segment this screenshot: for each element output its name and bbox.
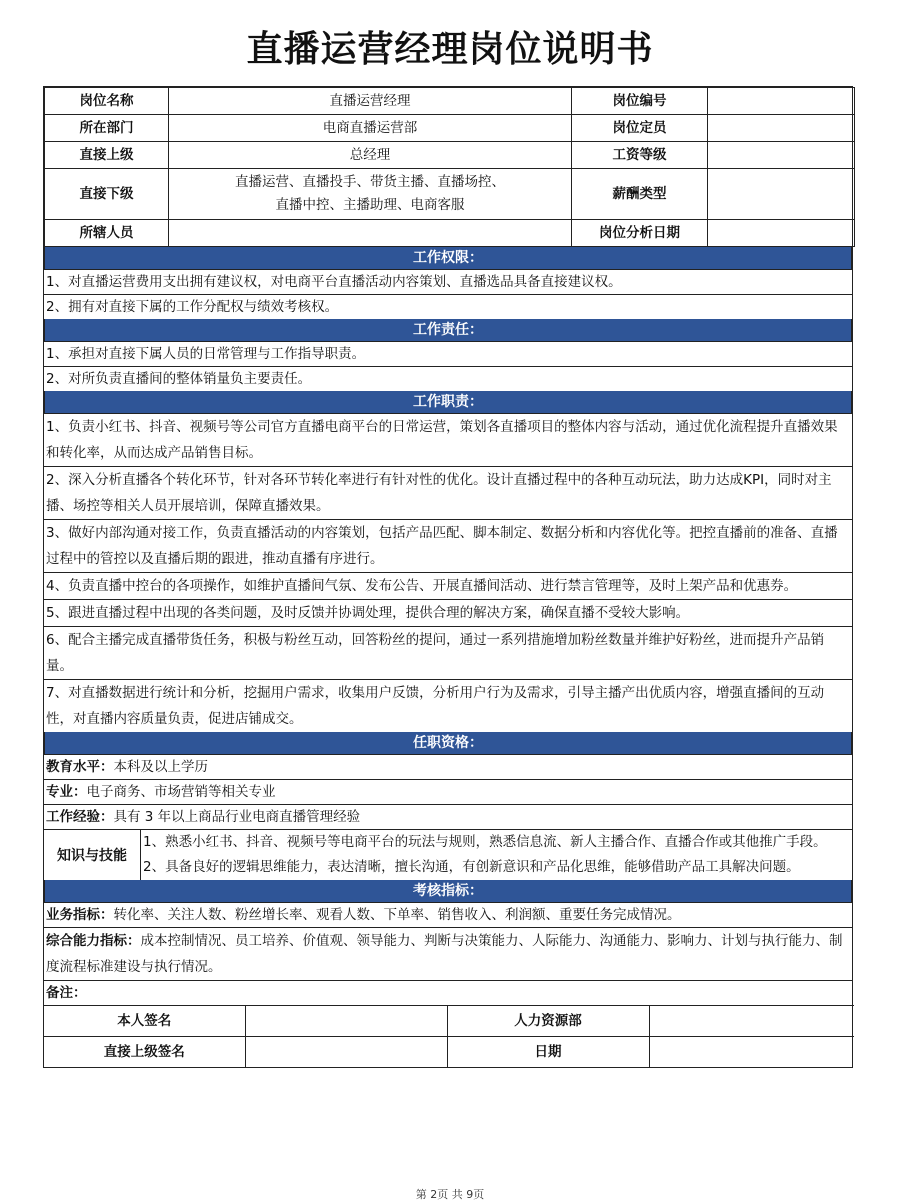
section-heading-duties: 工作职责： <box>44 391 852 413</box>
label-pay-type: 薪酬类型 <box>572 169 708 220</box>
value-headcount[interactable] <box>708 115 855 142</box>
supervisor-signature-label: 直接上级签名 <box>44 1037 245 1068</box>
label-direct-superior: 直接上级 <box>45 142 169 169</box>
skill-item: 2、具备良好的逻辑思维能力，表达清晰，擅长沟通，有创新意识和产品化思维，能够借助产品工具解决问题。 <box>143 859 800 875</box>
info-row-position <box>45 88 855 115</box>
info-row-department <box>45 115 855 142</box>
subordinates-line-1: 直播运营、直播投手、带货主播、直播场控、 <box>235 174 505 190</box>
remarks-row[interactable] <box>44 980 852 1005</box>
basic-info-table <box>44 87 855 247</box>
value-direct-subordinates <box>169 169 572 220</box>
info-row-staff <box>45 220 855 247</box>
signature-table <box>44 1005 854 1067</box>
document-title: 直播运营经理岗位说明书 <box>246 29 654 70</box>
self-signature-label: 本人签名 <box>44 1006 245 1037</box>
signature-row-2 <box>44 1037 854 1068</box>
info-row-subordinates <box>45 169 855 220</box>
date-field[interactable] <box>649 1037 854 1068</box>
skills-content <box>141 830 852 880</box>
section-heading-kpi: 考核指标： <box>44 880 852 902</box>
section-heading-authority: 工作权限： <box>44 247 852 269</box>
page-footer: 第 2页 共 9页 <box>415 1188 485 1201</box>
experience-label: 工作经验： <box>46 809 114 825</box>
kpi-ability-row <box>44 927 852 980</box>
skill-item: 1、熟悉小红书、抖音、视频号等电商平台的玩法与规则，熟悉信息流、新人主播合作、直播合作或其他推广手段。 <box>143 834 827 850</box>
label-direct-subordinates: 直接下级 <box>45 169 169 220</box>
label-department: 所在部门 <box>45 115 169 142</box>
self-signature-field[interactable] <box>245 1006 447 1037</box>
kpi-ability-label: 综合能力指标： <box>46 933 141 949</box>
duty-item: 3、做好内部沟通对接工作，负责直播活动的内容策划，包括产品匹配、脚本制定、数据分析和内容优化等。把控直播前的准备、直播过程中的管控以及直播后期的跟进，推动直播有序进行。 <box>44 519 852 572</box>
duty-item: 6、配合主播完成直播带货任务，积极与粉丝互动，回答粉丝的提问，通过一系列措施增加粉丝数量并维护好粉丝，进而提升产品销量。 <box>44 626 852 679</box>
duty-item: 4、负责直播中控台的各项操作，如维护直播间气氛、发布公告、开展直播间活动、进行禁言管理等，及时上架产品和优惠券。 <box>44 572 852 599</box>
label-analysis-date: 岗位分析日期 <box>572 220 708 247</box>
date-label: 日期 <box>447 1037 649 1068</box>
responsibility-item: 1、承担对直接下属人员的日常管理与工作指导职责。 <box>44 341 852 366</box>
job-description-form <box>43 86 853 1068</box>
kpi-business-row <box>44 902 852 927</box>
kpi-business-label: 业务指标： <box>46 907 114 923</box>
major-value: 电子商务、市场营销等相关专业 <box>86 784 276 800</box>
kpi-ability-value: 成本控制情况、员工培养、价值观、领导能力、判断与决策能力、人际能力、沟通能力、影响力、计划与执行能力、制度流程标准建设与执行情况。 <box>46 933 843 975</box>
responsibility-item: 2、对所负责直播间的整体销量负主要责任。 <box>44 366 852 391</box>
education-row <box>44 754 852 779</box>
value-direct-superior: 总经理 <box>169 142 572 169</box>
authority-item: 2、拥有对直接下属的工作分配权与绩效考核权。 <box>44 294 852 319</box>
signature-row-1 <box>44 1006 854 1037</box>
major-row <box>44 779 852 804</box>
label-position-code: 岗位编号 <box>572 88 708 115</box>
duty-item: 7、对直播数据进行统计和分析，挖掘用户需求，收集用户反馈，分析用户行为及需求，引导主播产出优质内容，增强直播间的互动性，对直播内容质量负责，促进店铺成交。 <box>44 679 852 732</box>
label-staff: 所辖人员 <box>45 220 169 247</box>
skills-block <box>44 829 852 880</box>
hr-label: 人力资源部 <box>447 1006 649 1037</box>
kpi-business-value: 转化率、关注人数、粉丝增长率、观看人数、下单率、销售收入、利润额、重要任务完成情况。 <box>113 907 681 923</box>
remarks-label: 备注： <box>46 985 87 1001</box>
education-label: 教育水平： <box>46 759 114 775</box>
authority-item: 1、对直播运营费用支出拥有建议权，对电商平台直播活动内容策划、直播选品具备直接建议权。 <box>44 269 852 294</box>
value-analysis-date[interactable] <box>708 220 855 247</box>
subordinates-line-2: 直播中控、主播助理、电商客服 <box>275 197 465 213</box>
experience-row <box>44 804 852 829</box>
label-salary-grade: 工资等级 <box>572 142 708 169</box>
skills-label: 知识与技能 <box>44 830 141 880</box>
value-position-code[interactable] <box>708 88 855 115</box>
duty-item: 1、负责小红书、抖音、视频号等公司官方直播电商平台的日常运营，策划各直播项目的整体内容与活动，通过优化流程提升直播效果和转化率，从而达成产品销售目标。 <box>44 413 852 466</box>
section-heading-qualifications: 任职资格： <box>44 732 852 754</box>
duty-item: 2、深入分析直播各个转化环节，针对各环节转化率进行有针对性的优化。设计直播过程中的各种互动玩法，助力达成KPI，同时对主播、场控等相关人员开展培训，保障直播效果。 <box>44 466 852 519</box>
experience-value: 具有 3 年以上商品行业电商直播管理经验 <box>113 809 361 825</box>
label-headcount: 岗位定员 <box>572 115 708 142</box>
label-position-name: 岗位名称 <box>45 88 169 115</box>
education-value: 本科及以上学历 <box>113 759 208 775</box>
value-department: 电商直播运营部 <box>169 115 572 142</box>
supervisor-signature-field[interactable] <box>245 1037 447 1068</box>
value-salary-grade[interactable] <box>708 142 855 169</box>
value-position-name: 直播运营经理 <box>169 88 572 115</box>
hr-field[interactable] <box>649 1006 854 1037</box>
duty-item: 5、跟进直播过程中出现的各类问题，及时反馈并协调处理，提供合理的解决方案，确保直播不受较大影响。 <box>44 599 852 626</box>
value-pay-type[interactable] <box>708 169 855 220</box>
info-row-superior <box>45 142 855 169</box>
major-label: 专业： <box>46 784 87 800</box>
value-staff[interactable] <box>169 220 572 247</box>
section-heading-responsibility: 工作责任： <box>44 319 852 341</box>
